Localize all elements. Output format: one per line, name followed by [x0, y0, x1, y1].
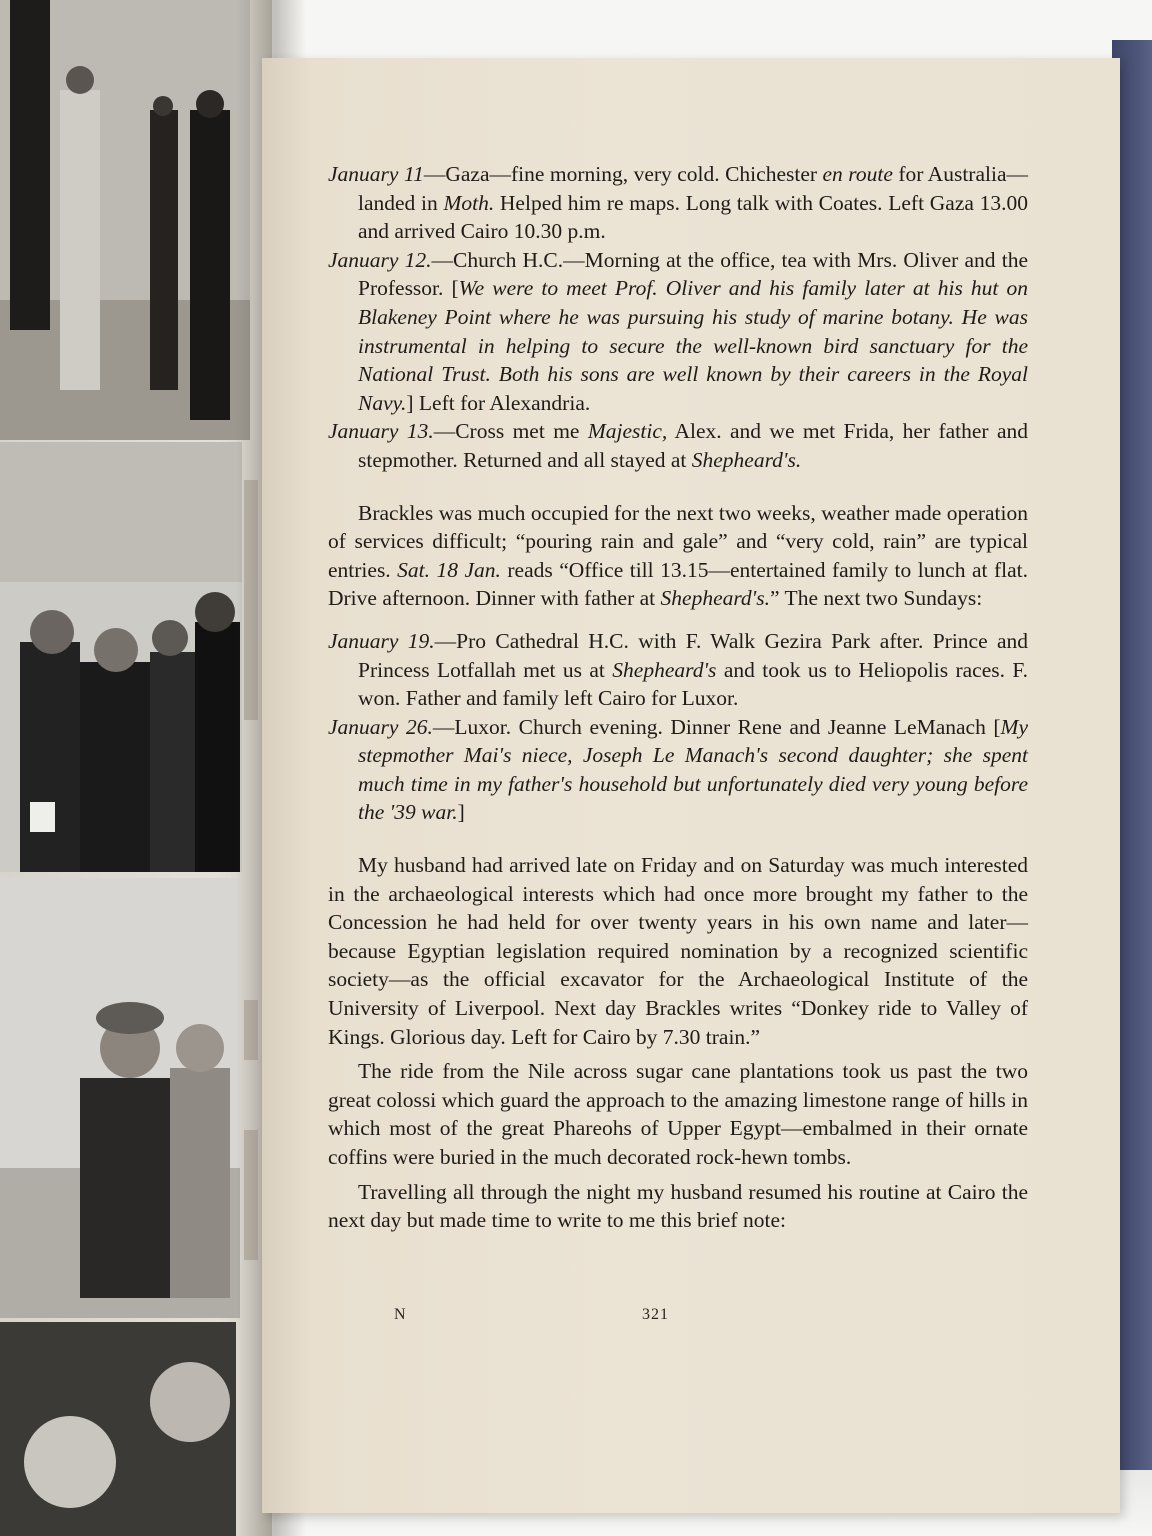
- paragraph-ride: The ride from the Nile across sugar cane plantations took us past the two great colossi which guard the approach to the amazing limestone range of hills in which most of the great Phareohs of Upper Egypt—embalmed in their ornate coffins were buried in the much decorated rock-hewn tombs.: [328, 1059, 1028, 1169]
- diary-entry: [328, 713, 1028, 827]
- entry-text-segment: and took us to Heliopolis races. F. won. Father and family left Cairo for Luxor.: [358, 657, 1028, 711]
- page-number: 321: [642, 1306, 669, 1323]
- photo-faces: [0, 1322, 236, 1536]
- entry-date: January 19.: [328, 628, 435, 653]
- entry-text-segment: —Gaza—fine morning, very cold. Chichester: [423, 162, 823, 186]
- entry-text-segment: Shepheard's.: [691, 447, 802, 472]
- entry-text-segment: —Church H.C.—Morning at the office, tea with Mrs. Oliver and the Professor. [: [358, 247, 1029, 301]
- entry-date: January 26.: [328, 714, 433, 739]
- paragraph-brackles: [328, 499, 1028, 613]
- entry-date: January 13.: [328, 419, 434, 444]
- entry-text-segment: Majestic,: [587, 419, 668, 444]
- entry-text-segment: —Pro Cathedral H.C. with F. Walk Gezira Park after. Prince and Princess Lotfallah met us at: [358, 628, 1028, 682]
- paragraph-text-segment: Shepheard's.: [660, 586, 771, 611]
- entry-text-segment: en route: [822, 162, 893, 186]
- diary-entry: [328, 246, 1028, 418]
- entry-text-segment: Alex. and we met Frida, her father and stepmother. Returned and all stayed at: [358, 419, 1029, 472]
- diary-entry: [328, 417, 1028, 474]
- photo-couple: [0, 878, 240, 1318]
- paragraph-text-segment: reads “Office till 13.15—entertained family to lunch at flat. Drive afternoon. Dinner with father at: [328, 557, 1028, 611]
- photo-men-walking: [0, 0, 250, 440]
- signature-mark: N: [394, 1306, 407, 1323]
- entry-text-segment: ]: [457, 800, 465, 825]
- diary-entry: [328, 160, 1028, 246]
- diary-entry: [328, 627, 1028, 713]
- page-text: [328, 160, 1028, 1235]
- right-page: [262, 58, 1120, 1513]
- diary-entries-bottom: [328, 627, 1028, 827]
- left-page-photo-plates: [0, 0, 272, 1536]
- entry-text-segment: —Luxor. Church evening. Dinner Rene and Jeanne LeManach [: [432, 714, 1001, 739]
- diary-entries-top: [328, 160, 1028, 475]
- entry-text-segment: Moth.: [443, 190, 495, 215]
- entry-text-segment: for Australia—landed in: [358, 162, 1028, 215]
- entry-text-segment: Helped him re maps. Long talk with Coates. Left Gaza 13.00 and arrived Cairo 10.30 p.m.: [358, 190, 1028, 244]
- entry-date: January 11: [328, 162, 424, 186]
- entry-text-segment: ] Left for Alexandria.: [406, 390, 591, 415]
- entry-text-segment: My stepmother Mai's niece, Joseph Le Manach's second daughter; she spent much time in my father's household but unfortunately died very young before the '39 war.: [358, 714, 1028, 825]
- paragraph-text-segment: Sat. 18 Jan.: [397, 557, 501, 582]
- photo-group-with-hats: [0, 442, 242, 872]
- paragraph-travelling: Travelling all through the night my husband resumed his routine at Cairo the next day but made time to write to me this brief note:: [328, 1179, 1028, 1233]
- entry-date: January 12.: [328, 247, 432, 272]
- paragraph-text-segment: ” The next two Sundays:: [770, 586, 983, 611]
- entry-text-segment: We were to meet Prof. Oliver and his family later at his hut on Blakeney Point where he was pursuing his study of marine botany. He was instrumental in helping to secure the well-known bird sanctuary for the National Trust. Both his sons are well known by their careers in the Royal Navy.: [358, 276, 1029, 415]
- paragraph-husband: My husband had arrived late on Friday and on Saturday was much interested in the archaeological interests which had once more brought my father to the Concession he had held for over twenty years in his own name and later—because Egyptian legislation required nomination by a recognized scientific society—as the official excavator for the Archaeological Institute of the University of Liverpool. Next day Brackles writes “Donkey ride to Valley of Kings. Glorious day. Left for Cairo by 7.30 train.”: [328, 853, 1028, 1049]
- paragraph-text-segment: Brackles was much occupied for the next two weeks, weather made operation of services difficult; “pouring rain and gale” and “very cold, rain” are typical entries.: [328, 500, 1028, 582]
- entry-text-segment: —Cross met me: [433, 419, 588, 444]
- entry-text-segment: Shepheard's: [612, 657, 717, 682]
